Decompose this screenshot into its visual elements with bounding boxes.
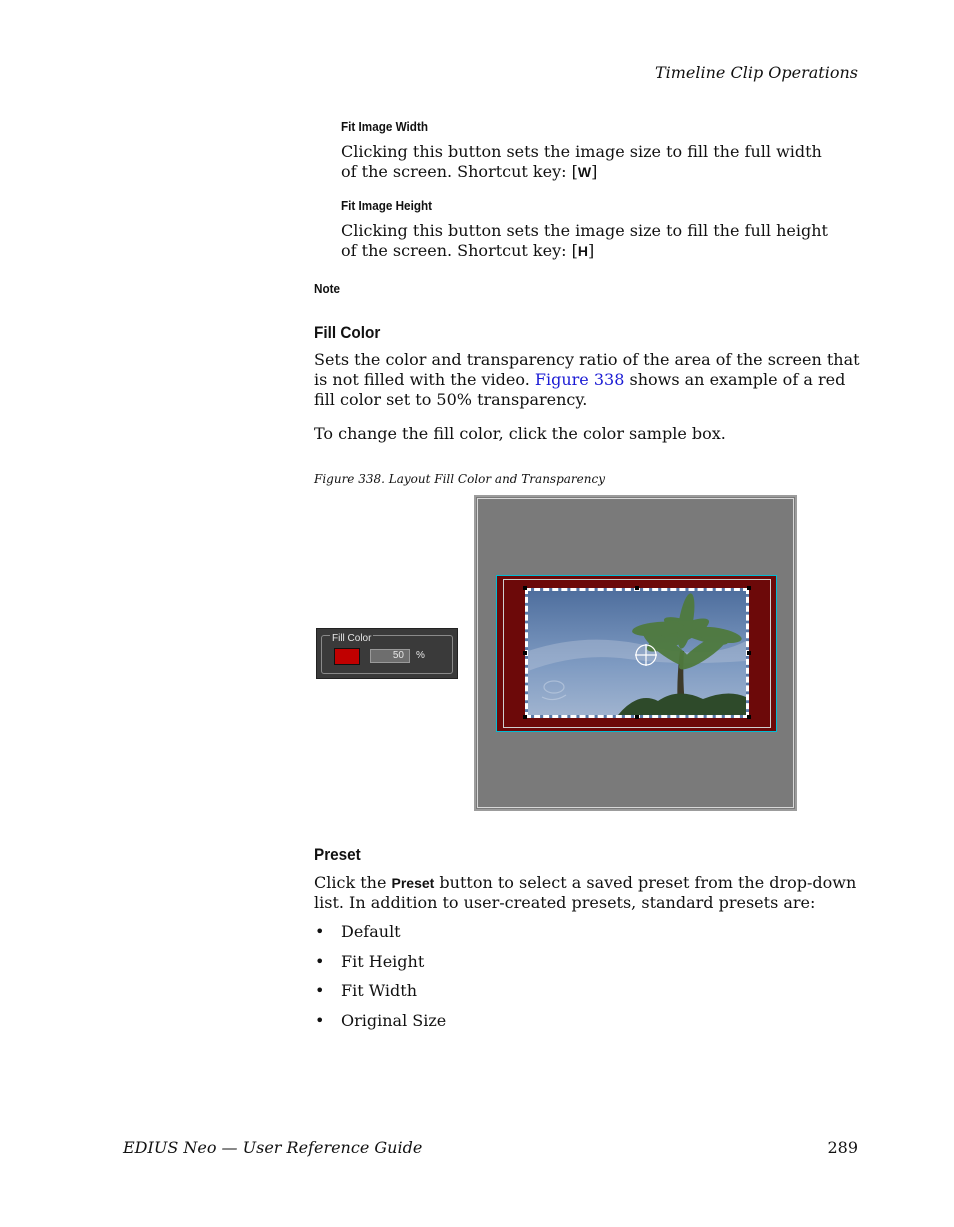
fit-image-width-description: [341, 142, 841, 182]
shortcut-key-w: W: [577, 164, 592, 180]
fill-color-text: Sets the color and transparency ratio of the area of the screen that is not filled with the video.: [314, 350, 860, 389]
fit-image-height-text: Clicking this button sets the image size to fill the full height of the screen. Shortcut key: [: [341, 221, 828, 260]
transparency-input[interactable]: 50: [370, 649, 410, 663]
bracket-close: ]: [587, 241, 595, 260]
list-item: • Original Size: [314, 1011, 446, 1041]
fill-color-group: [321, 635, 453, 674]
figure-338-link[interactable]: Figure 338: [534, 370, 625, 389]
shortcut-key-h: H: [577, 243, 588, 259]
percent-unit: %: [416, 650, 425, 661]
running-header: Timeline Clip Operations: [654, 63, 858, 82]
page-number: 289: [827, 1138, 858, 1157]
palm-tree-image: [528, 591, 746, 715]
video-clip-frame[interactable]: [525, 588, 749, 718]
resize-handle-bottom[interactable]: [635, 715, 639, 719]
fill-color-paragraph: [314, 350, 862, 410]
layout-preview: [474, 495, 797, 811]
preset-button-name: Preset: [391, 875, 435, 891]
fill-color-panel: [316, 628, 458, 679]
footer-guide-title: EDIUS Neo — User Reference Guide: [123, 1138, 423, 1157]
fit-image-width-text: Clicking this button sets the image size to fill the full width of the screen. Shortcut key: [: [341, 142, 822, 181]
resize-handle-left[interactable]: [523, 651, 527, 655]
fill-color-group-label: Fill Color: [332, 633, 372, 644]
note-label: Note: [314, 281, 341, 296]
resize-handle-right[interactable]: [747, 651, 751, 655]
list-item: • Fit Height: [314, 952, 446, 982]
list-item: • Default: [314, 922, 446, 952]
fit-image-width-heading: Fit Image Width: [341, 119, 428, 134]
resize-handle-top[interactable]: [635, 586, 639, 590]
bracket-close: ]: [591, 162, 598, 181]
fit-image-height-description: [341, 221, 841, 261]
resize-handle-top-right[interactable]: [747, 586, 751, 590]
preset-heading: Preset: [314, 845, 361, 864]
list-item: • Fit Width: [314, 981, 446, 1011]
fill-color-heading: Fill Color: [314, 323, 381, 342]
figure-caption: Figure 338. Layout Fill Color and Transparency: [314, 472, 605, 486]
resize-handle-bottom-right[interactable]: [747, 715, 751, 719]
fit-image-height-heading: Fit Image Height: [341, 198, 433, 213]
color-sample-box[interactable]: [334, 648, 360, 665]
change-fill-color-instruction: To change the fill color, click the color sample box.: [314, 424, 726, 443]
preset-text: Click the: [314, 873, 392, 892]
fill-color-text-end: shows an example of a red fill color set to 50% transparency.: [314, 370, 846, 409]
preset-text-end: button to select a saved preset from the drop-down list. In addition to user-created presets, standard presets are:: [314, 873, 857, 912]
resize-handle-bottom-left[interactable]: [523, 715, 527, 719]
preset-paragraph: [314, 873, 862, 913]
resize-handle-top-left[interactable]: [523, 586, 527, 590]
fill-color-area: [496, 575, 777, 732]
standard-presets-list: [314, 922, 446, 1040]
